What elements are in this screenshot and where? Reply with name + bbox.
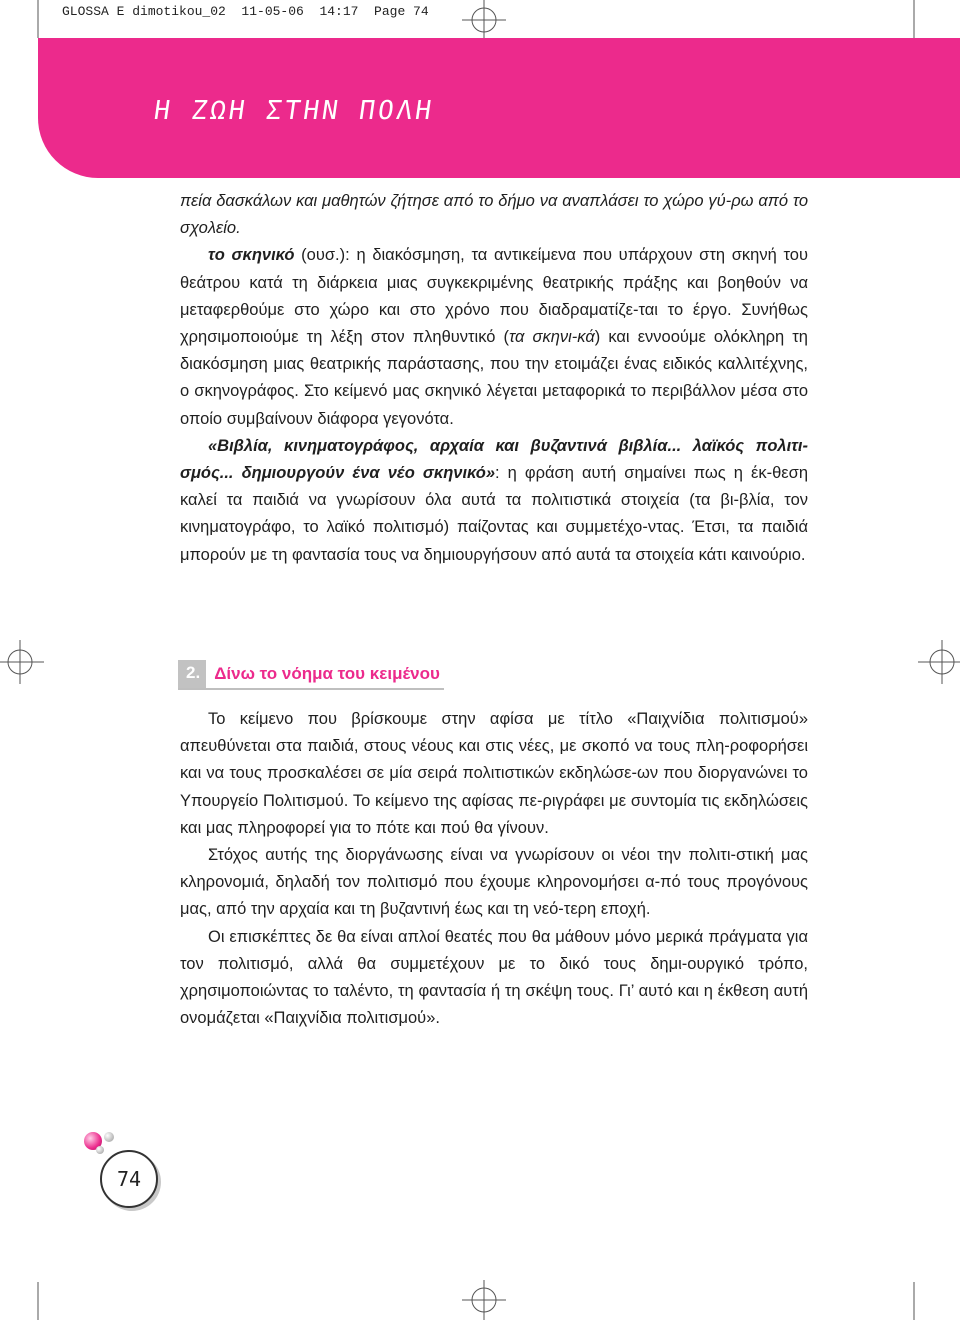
glossary-term: το σκηνικό <box>208 246 295 265</box>
registration-crosshair-left <box>0 640 44 684</box>
glossary-pos: (ουσ.) <box>301 246 346 265</box>
section-number: 2. <box>178 660 206 688</box>
section-paragraph: Στόχος αυτής της διοργάνωσης είναι να γνωρίσουν οι νέοι την πολιτι-στική μας κληρονομιά, δηλαδή τον πολιτισμό που έχουμε κληρονομήσει α-πό τους προγόνους μας, από την αρχαία και τη βυζαντινή έως και τη νεό-τερη εποχή. <box>180 846 808 919</box>
grey-bead-icon <box>104 1132 114 1142</box>
glossary-phrase: «Βιβλία, κινηματογράφος, αρχαία και βυζαντινά βιβλία... λαϊκός πολιτι-σμός... δημιουργούν ένα νέο σκηνικό» <box>180 436 808 483</box>
registration-crosshair-top <box>462 0 506 40</box>
section-paragraph: Οι επισκέπτες δε θα είναι απλοί θεατές που θα μάθουν μόνο μερικά πράγματα για τον πολιτισμό, αλλά θα συμμετέχουν με το δικό τους δημι-ουργικό τρόπο, χρησιμοποιώντας το ταλέντο, τη φαντασία ή τη σκέψη τους. Γι’ αυτό και η έκθεση αυτή ονομάζεται «Παιχνίδια πολιτισμού». <box>180 927 808 1028</box>
glossary-entry-skiniko <box>180 242 808 432</box>
section-paragraph: Το κείμενο που βρίσκουμε στην αφίσα με τίτλο «Παιχνίδια πολιτισμού» απευθύνεται στα παιδιά, στους νέους και στις νέες, με σκοπό να τους πλη-ροφορήσει και να τους προσκαλέσει σε μία σειρά πολιτιστικών εκδηλώσε-ων που διοργανώνει το Υπουργείο Πολιτισμού. Το κείμενο της αφίσας πε-ριγράφει με συντομία τις εκδηλώσεις και μας πληροφορεί για το πότε και πού θα γίνουν. <box>180 710 808 837</box>
registration-mark-top-right <box>900 0 960 40</box>
glossary-definition: : η διακόσμηση, τα αντικείμενα που υπάρχουν στη σκηνή του θεάτρου κατά τη διάρκεια μιας συγκεκριμένης θεατρικής πράξης και βοηθούν να μεταφερθούμε στο χώρο και στο χρόνο που διαδραματίζε-ται το έργο. Συνήθως χρησιμοποιούμε τη λέξη στον πληθυντικό ( <box>180 246 808 347</box>
page-number: 74 <box>100 1150 158 1208</box>
section-body <box>180 706 808 1032</box>
glossary-block <box>180 188 808 569</box>
grey-bead-icon <box>96 1146 104 1154</box>
glossary-plural: τα σκηνι-κά <box>509 328 595 347</box>
glossary-definition-cont: ) και εννοούμε ολόκληρη τη διακόσμηση μιας θεατρικής παράστασης, που την ετοιμάζει ένας ειδικός καλλιτέχνης, ο σκηνογράφος. Στο κείμενό μας σκηνικό λέγεται μεταφορικά το περιβάλλον μέσα στο οποίο συμβαίνουν διάφορα γεγονότα. <box>180 328 808 428</box>
glossary-entry-phrase <box>180 433 808 569</box>
registration-mark-top-left <box>0 0 60 40</box>
registration-crosshair-right <box>918 640 960 684</box>
glossary-continuation: πεία δασκάλων και μαθητών ζήτησε από το δήμο να αναπλάσει το χώρο γύ-ρω από το σχολείο. <box>180 192 808 238</box>
section-title: Δίνω το νόημα του κειμένου <box>214 664 440 683</box>
chapter-title: Η ΖΩΗ ΣΤΗΝ ΠΟΛΗ <box>152 96 437 126</box>
print-slug: GLOSSA E dimotikou_02 11-05-06 14:17 Page 74 <box>62 4 429 19</box>
registration-mark-bottom-left <box>0 1280 60 1320</box>
registration-mark-bottom-right <box>900 1280 960 1320</box>
registration-crosshair-bottom <box>462 1280 506 1320</box>
glossary-phrase-definition: : η φράση αυτή σημαίνει πως η έκ-θεση καλεί τα παιδιά να γνωρίσουν όλα αυτά τα πολιτιστικά στοιχεία (τα βι-βλία, τον κινηματογράφο, το λαϊκό πολιτισμό) παίζοντας και συμμετέχο-ντας. Έτσι, τα παιδιά μπορούν με τη φαντασία τους να δημιουργήσουν από αυτά τα στοιχεία κάτι καινούριο. <box>180 464 809 564</box>
section-heading <box>178 660 444 690</box>
